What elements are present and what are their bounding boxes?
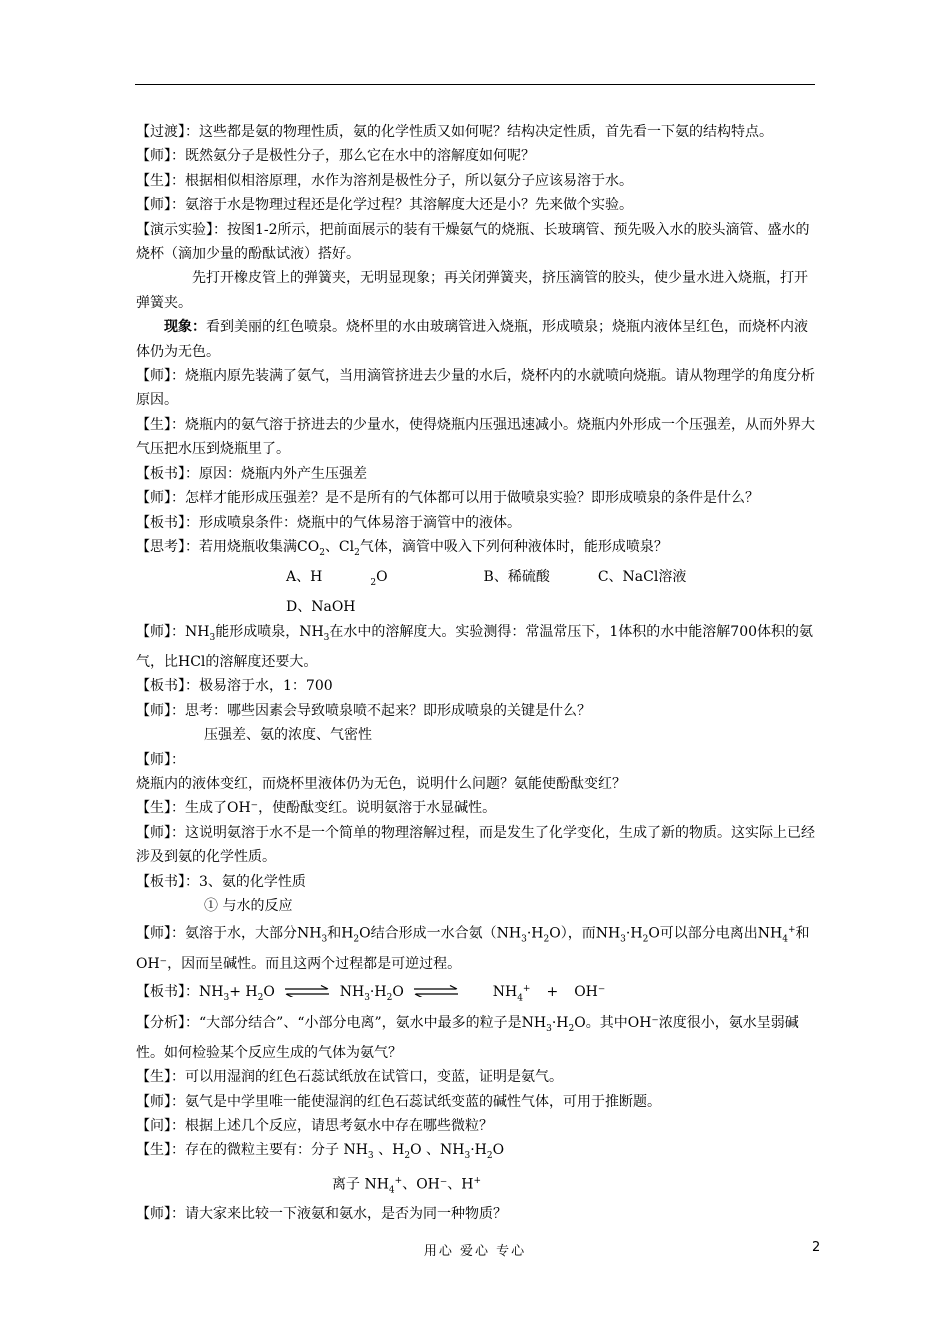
paragraph-phenomenon	[136, 315, 816, 364]
paragraph-ask: 【问】：根据上述几个反应，请思考氨水中存在哪些微粒？	[136, 1117, 493, 1134]
paragraph-teacher-5: 【师】：$NH_3$能形成喷泉，$NH_3$在水中的溶解度大。实验测得：常温常压下，1体积的水中能溶解700体积的氨气，比HCl的溶解度还要大。	[136, 623, 814, 670]
equilibrium-arrow-icon	[279, 979, 335, 1003]
subscript: 2	[354, 547, 360, 558]
think-text-c: 气体，滴管中吸入下列何种液体时，能形成喷泉？	[359, 538, 668, 555]
paragraph-teacher-3: 【师】：烧瓶内原先装满了氨气，当用滴管挤进去少量的水后，烧杯内的水就喷向烧瓶。请从物理学的角度分析原因。	[136, 368, 815, 409]
equation-hydroxide: OH⁻	[574, 984, 606, 1001]
equation-label: 【板书】：	[136, 984, 199, 1001]
equation-hydrate: $NH_3\cdot H_2O$	[339, 984, 404, 1004]
paragraph-factors: 压强差、氨的浓度、气密性	[204, 727, 372, 744]
phenomenon-label: 现象：	[164, 319, 206, 336]
equilibrium-arrow-icon	[408, 979, 464, 1003]
paragraph-demo: 【演示实验】：按图1-2所示，把前面展示的装有干燥氨气的烧瓶、长玻璃管、预先吸入水的胶头滴管、盛水的烧杯（滴加少量的酚酞试液）搭好。	[136, 221, 810, 263]
paragraph-student-3: 【生】：生成了OH⁻，使酚酞变红。说明氨溶于水显碱性。	[136, 800, 497, 817]
document-body	[136, 120, 816, 1227]
paragraph-teacher-8: 【师】：这说明氨溶于水不是一个简单的物理溶解过程，而是发生了化学变化，生成了新的物质。这实际上已经涉及到氨的化学性质。	[136, 824, 815, 866]
paragraph-board-4: 【板书】：3、氨的化学性质	[136, 873, 306, 890]
page-number: 2	[812, 1240, 821, 1255]
paragraph-board-3: 【板书】：极易溶于水，1：700	[136, 678, 333, 695]
paragraph-teacher-11: 【师】：请大家来比较一下液氨和氨水，是否为同一种物质？	[136, 1206, 507, 1223]
paragraph-demo-steps: 先打开橡皮管上的弹簧夹，无明显现象；再关闭弹簧夹，挤压滴管的胶头，使少量水进入烧瓶，打开弹簧夹。	[136, 270, 808, 311]
phenomenon-text: 看到美丽的红色喷泉。烧杯里的水由玻璃管进入烧瓶，形成喷泉；烧瓶内液体呈红色，而烧杯内液体仍为无色。	[136, 319, 808, 360]
paragraph-ions: 离子 $NH_4^+$、OH⁻、H+	[332, 1175, 482, 1195]
choice-a: A、H $_2$O	[286, 569, 388, 588]
paragraph-teacher-7: 【师】：	[136, 751, 185, 768]
paragraph-question: 烧瓶内的液体变红，而烧杯里液体仍为无色，说明什么问题？氨能使酚酞变红？	[136, 775, 626, 792]
choice-d: D、NaOH	[286, 599, 356, 616]
paragraph-teacher-2: 【师】：氨溶于水是物理过程还是化学过程？其溶解度大还是小？先来做个实验。	[136, 197, 633, 214]
equation-plus: +	[546, 984, 559, 1001]
equation-reactants: $NH_3+ H_2O$	[199, 984, 275, 1004]
equation-line	[136, 977, 816, 1011]
paragraph-student-4: 【生】：可以用湿润的红色石蕊试纸放在试管口，变蓝，证明是氨气。	[136, 1069, 563, 1086]
paragraph-student-1: 【生】：根据相似相溶原理，水作为溶剂是极性分子，所以氨分子应该易溶于水。	[136, 172, 633, 189]
paragraph-reaction-water: ① 与水的反应	[204, 897, 293, 914]
paragraph-teacher-9: 【师】：氨溶于水，大部分$NH_3$和$H_2O$结合形成一水合氨$(NH_3\cdot H_2O)$，而$NH_3\cdot H_2O$可以部分电离出$NH_4^+$和OH⁻，因而呈碱性。而且这两个过程都是可逆过程。	[136, 925, 810, 973]
paragraph-teacher-10: 【师】：氨气是中学里唯一能使湿润的红色石蕊试纸变蓝的碱性气体，可用于推断题。	[136, 1093, 661, 1110]
choice-c: C、NaCl溶液	[597, 569, 687, 586]
paragraph-transition: 【过渡】：这些都是氨的物理性质，氨的化学性质又如何呢？结构决定性质，首先看一下氨的结构特点。	[136, 124, 773, 140]
choice-list	[136, 565, 816, 620]
paragraph-board-1: 【板书】：原因：烧瓶内外产生压强差	[136, 465, 367, 482]
think-text-b: 、Cl	[324, 538, 355, 555]
paragraph-analysis: 【分析】：“大部分结合”、“小部分电离”，氨水中最多的粒子是$NH_3\cdot H_2O$。其中OH⁻浓度很小，氨水呈弱碱性。如何检验某个反应生成的气体为氨气？	[136, 1014, 799, 1061]
paragraph-teacher-6: 【师】：思考：哪些因素会导致喷泉喷不起来？即形成喷泉的关键是什么？	[136, 702, 591, 719]
think-text-a: 【思考】：若用烧瓶收集满CO	[136, 538, 320, 555]
paragraph-board-2: 【板书】：形成喷泉条件：烧瓶中的气体易溶于滴管中的液体。	[136, 514, 521, 531]
paragraph-student-2: 【生】：烧瓶内的氨气溶于挤进去的少量水，使得烧瓶内压强迅速减小。烧瓶内外形成一个压强差，从而外界大气压把水压到烧瓶里了。	[136, 416, 815, 458]
subscript: 2	[319, 547, 325, 558]
header-rule	[135, 84, 815, 85]
footer-slogan: 用心 爱心 专心	[423, 1244, 527, 1259]
paragraph-teacher-1: 【师】：既然氨分子是极性分子，那么它在水中的溶解度如何呢？	[136, 148, 535, 165]
paragraph-teacher-4: 【师】：怎样才能形成压强差？是不是所有的气体都可以用于做喷泉实验？即形成喷泉的条件是什么？	[136, 490, 759, 507]
paragraph-think	[136, 535, 816, 565]
equation-ammonium: $NH_4^+$	[492, 983, 531, 1004]
choice-b: B、稀硫酸	[483, 569, 550, 586]
paragraph-student-5: 【生】：存在的微粒主要有：分子 $NH_3$ 、$H_2O$ 、$NH_3\cdot H_2O$	[136, 1142, 505, 1162]
